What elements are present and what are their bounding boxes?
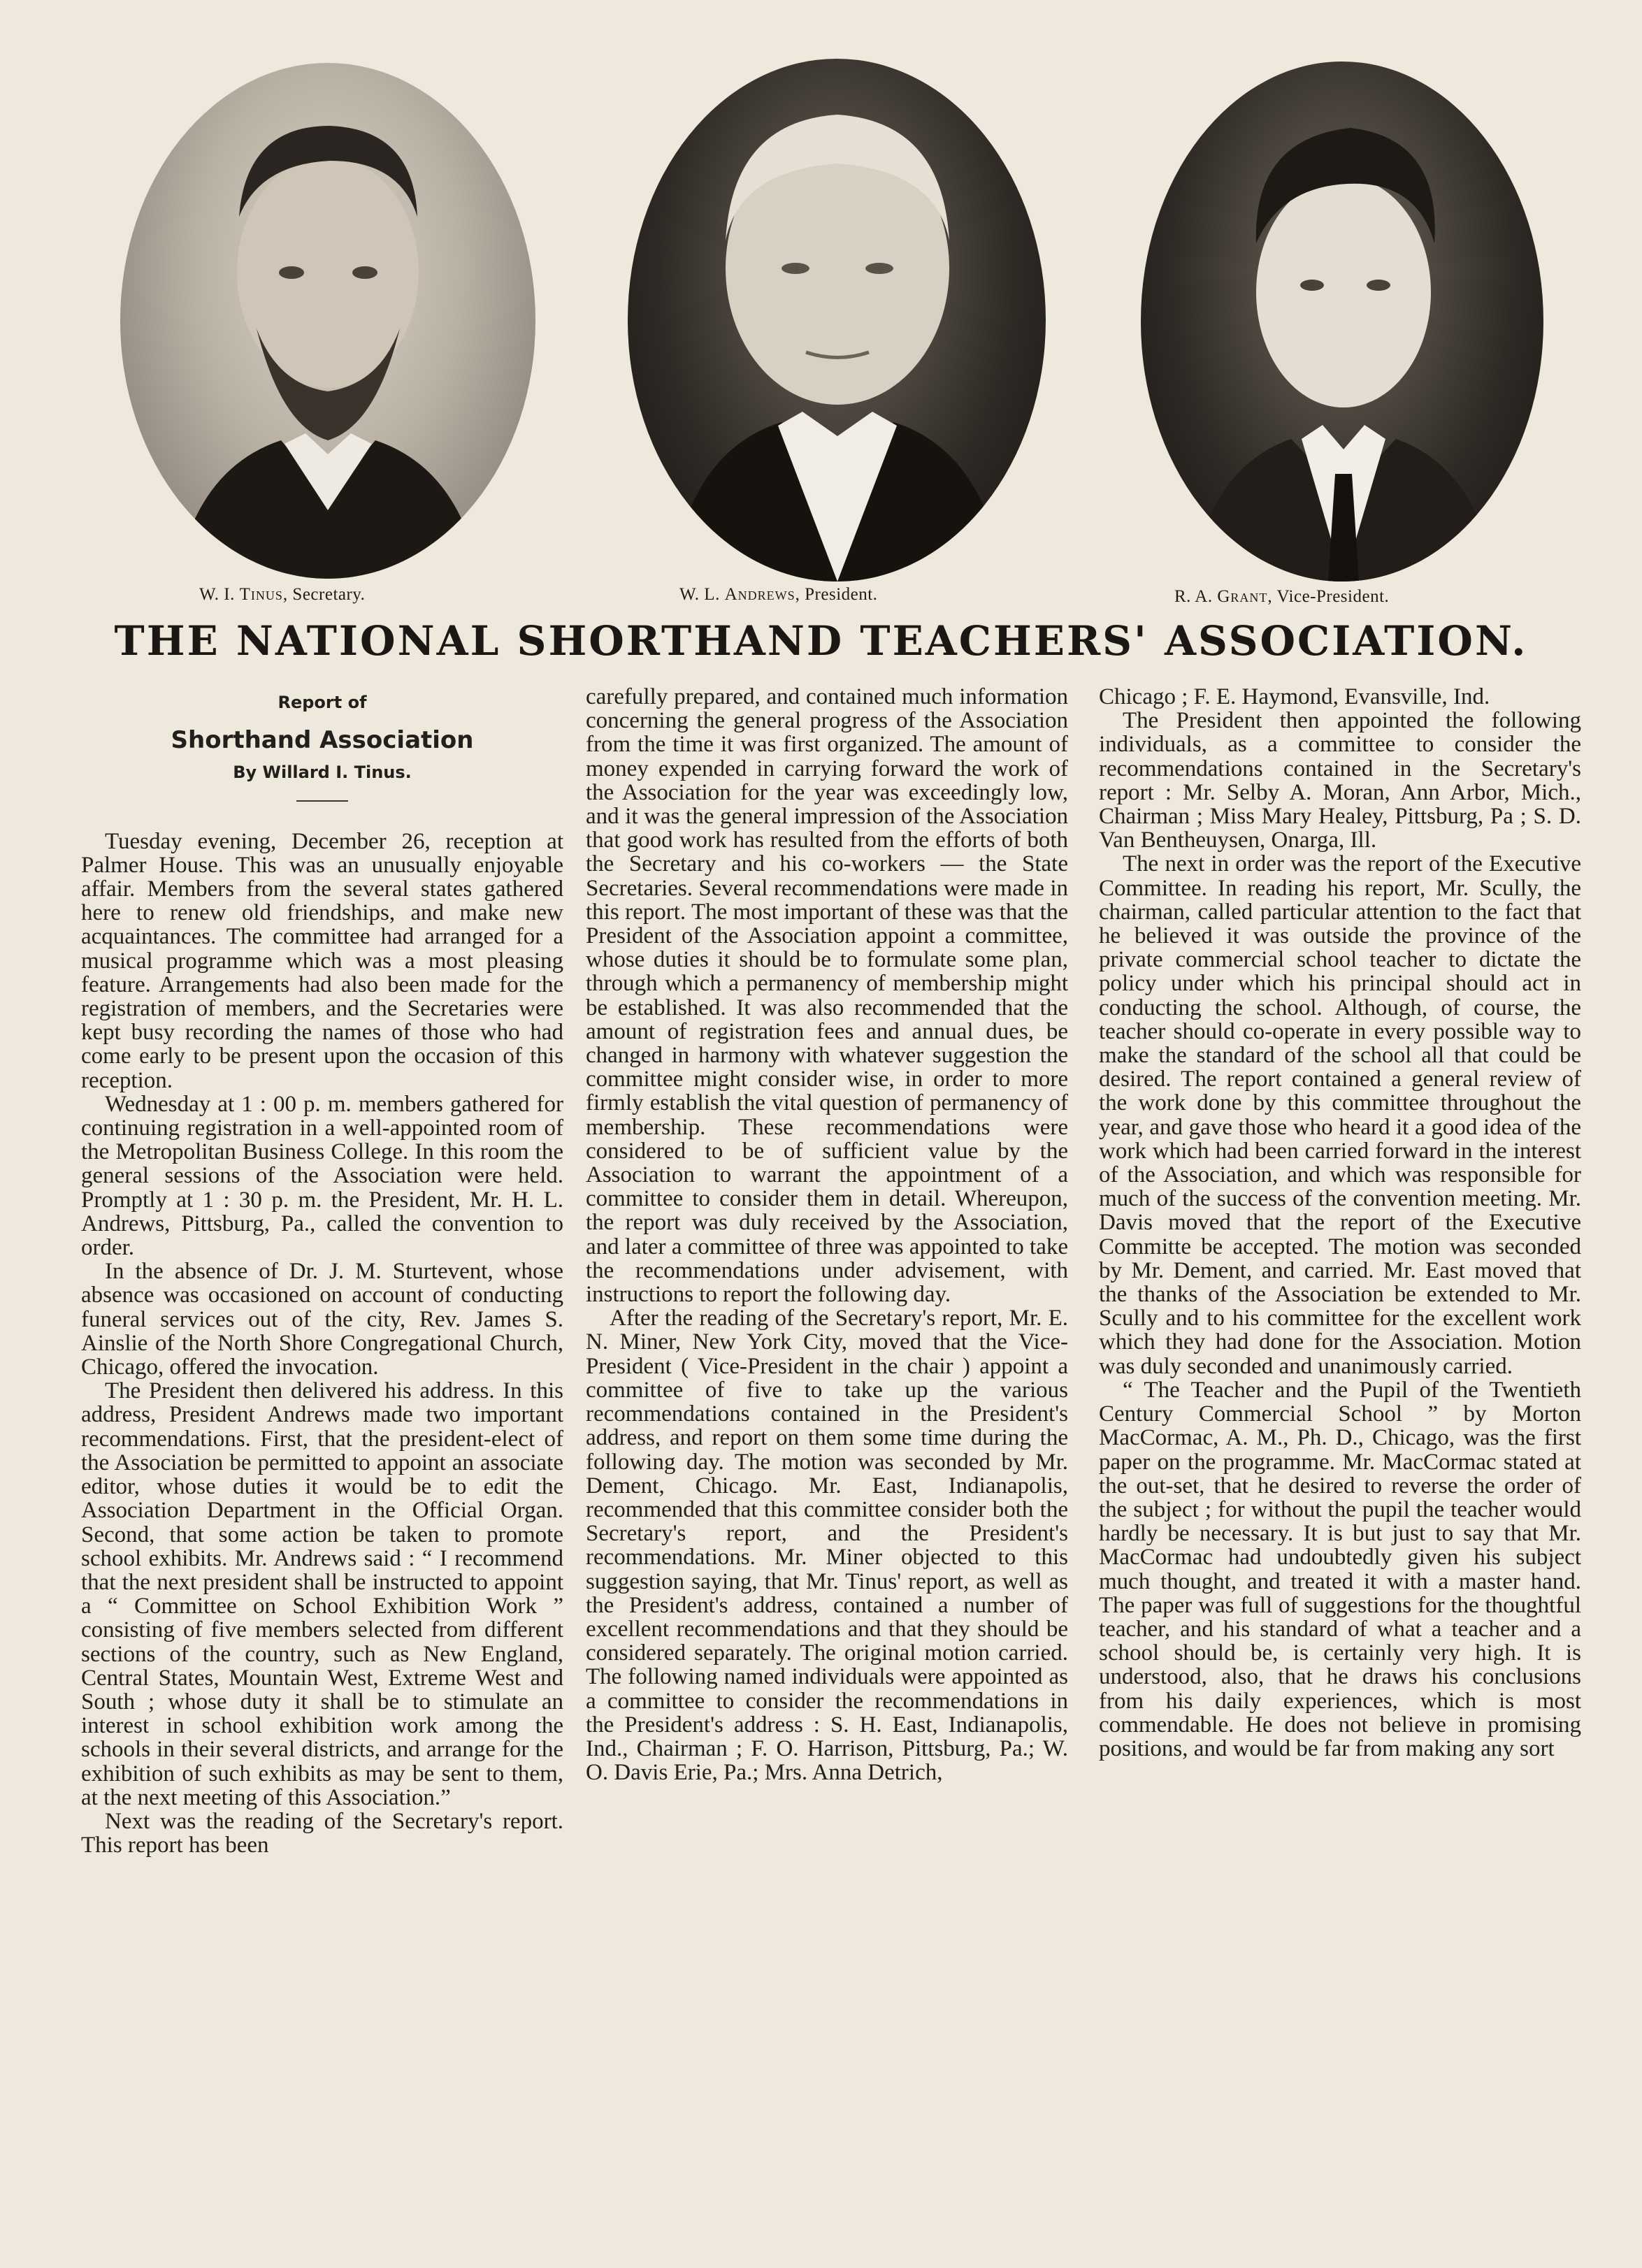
article-byline: By Willard I. Tinus. [233, 763, 412, 783]
paragraph: Next was the reading of the Secretary's report. This report has been [81, 1808, 563, 1858]
paragraph: The President then appointed the following individuals, as a committee to consider the recommendations contained in the Secretary's report : Mr. Selby A. Moran, Ann Arbor, Mich., Chairman ; Miss Mary Healey, Pittsburg, Pa ; S. D. Van Bentheuysen, Onarga, Ill. [1099, 708, 1581, 853]
caption-tinus [199, 585, 365, 605]
caption-grant-prefix: R. A. [1174, 587, 1218, 606]
paragraph: “ The Teacher and the Pupil of the Twentieth Century Commercial School ” by Morton MacCormac, A. M., Ph. D., Chicago, was the first paper on the programme. Mr. MacCormac stated at the out-set, that he desired to reverse the order of the subject ; for without the pupil the teacher would hardly be necessary. It is but just to say that Mr. MacCormac had undoubtedly given his subject much thought, and treated it with a master hand. The paper was full of suggestions for the thoughtful teacher, and his standard of what a teacher and a school should be, is certainly very high. It is understood, also, that he draws his conclusions from his daily experiences, which is most commendable. He does not believe in promising positions, and would be far from making any sort [1099, 1377, 1581, 1761]
paragraph: Tuesday evening, December 26, reception at Palmer House. This was an unusually enjoyable affair. Members from the several states gathered here to renew old friendships, and make new acquaintances. The committee had arranged for a musical programme which was a most pleasing feature. Arrangements had also been made for the registration of members, and the Secretaries were kept busy recording the names of those who had come early to be present upon the occasion of this reception. [81, 828, 563, 1093]
portrait-grant [1141, 62, 1543, 582]
caption-tinus-surname: Tinus [239, 585, 283, 604]
portrait-tinus [120, 63, 535, 579]
article-column-1 [81, 685, 563, 1857]
paragraph: carefully prepared, and contained much information concerning the general progress of the Association from the time it was first organized. The amount of money expended in carrying forward the work of the Association for the year was exceedingly low, and it was the general impression of the Association that good work has resulted from the efforts of both the Secretary and his co-workers — the State Secretaries. Several recommendations were made in this report. The most important of these was that the President of the Association appoint a committee, whose duties it should be to formulate some plan, through which a permanency of membership might be established. It was also recommended that the amount of registration fees and annual dues, be changed in harmony with whatever suggestion the committee might consider wise, in order to more firmly establish the vital question of permanency of membership. These recommendations were considered to be of sufficient value by the Association to warrant the appointment of a committee to consider them in detail. Whereupon, the report was duly received by the Association, and later a committee of three was appointed to take the recommendations under advisement, with instructions to report the following day. [586, 684, 1068, 1308]
portrait-andrews [628, 59, 1046, 582]
paragraph: Chicago ; F. E. Haymond, Evansville, Ind. [1099, 684, 1490, 709]
caption-grant-surname: Grant [1217, 587, 1268, 606]
caption-tinus-role: , Secretary. [282, 585, 366, 604]
caption-andrews-prefix: W. L. [679, 585, 725, 604]
paragraph: The President then delivered his address. In this address, President Andrews made two important recommendations. First, that the president-elect of the Association be permitted to appoint an associate editor, whose duties it would be to edit the Association Department in the Official Organ. Second, that some action be taken to promote school exhibits. Mr. Andrews said : “ I recommend that the next president shall be instructed to appoint a “ Committee on School Exhibition Work ” consisting of five members selected from different sections of the country, such as New England, Central States, Mountain West, Extreme West and South ; whose duty it shall be to stimulate an interest in school exhibition work among the schools in their several districts, and arrange for the exhibition of such exhibits as may be sent to them, at the next meeting of this Association.” [81, 1378, 563, 1810]
divider-rule [296, 800, 348, 802]
paragraph: The next in order was the report of the Executive Committee. In reading his report, Mr. Scully, the chairman, called particular attention to the fact that he believed it was outside the province of the private commercial school teacher to dictate the policy under which his principal should act in conducting the school. Although, of course, the teacher should co-operate in every possible way to make the standard of the school all that could be desired. The report contained a general review of the work done by this committee throughout the year, and gave those who heard it a good idea of the work which had been carried forward in the interest of the Association, and which was responsible for much of the success of the convention meeting. Mr. Davis moved that the report of the Executive Committe be accepted. The motion was seconded by Mr. Dement, and carried. Mr. East moved that the thanks of the Association be extended to Mr. Scully and to his committee for the excellent work which they had done for the Association. Motion was duly seconded and unanimously carried. [1099, 851, 1581, 1379]
caption-andrews [679, 585, 877, 605]
article-kicker: Report of [278, 693, 367, 712]
caption-andrews-surname: Andrews [724, 585, 795, 604]
article-column-2 [586, 685, 1068, 1784]
article-title: Shorthand Association [171, 726, 474, 755]
paragraph: Wednesday at 1 : 00 p. m. members gathered for continuing registration in a well-appointed room of the Metropolitan Business College. In this room the general sessions of the Association were held. Promptly at 1 : 30 p. m. the President, Mr. H. L. Andrews, Pittsburg, Pa., called the convention to order. [81, 1091, 563, 1261]
portrait-grant-image [1141, 62, 1543, 582]
portrait-tinus-image [120, 63, 535, 579]
caption-grant [1174, 587, 1389, 607]
article-column-3 [1099, 685, 1581, 1761]
caption-andrews-role: , President. [795, 585, 878, 604]
headline: THE NATIONAL SHORTHAND TEACHERS' ASSOCIATION. [114, 617, 1528, 665]
portrait-andrews-image [628, 59, 1046, 582]
paragraph: After the reading of the Secretary's report, Mr. E. N. Miner, New York City, moved that the Vice-President ( Vice-President in the chair ) appoint a committee of five to take up the various recommendations contained in the President's address, and report on them some time during the following day. The motion was seconded by Mr. Dement, Chicago. Mr. East, Indianapolis, recommended that this committee consider both the Secretary's report, and the President's recommendations. Mr. Miner objected to this suggestion saying, that Mr. Tinus' report, as well as the President's address, contained a number of excellent recommendations and that they should be considered separately. The original motion carried. The following named individuals were appointed as a committee to consider the recommendations in the President's address : S. H. East, Indianapolis, Ind., Chairman ; F. O. Harrison, Pittsburg, Pa.; W. O. Davis Erie, Pa.; Mrs. Anna Detrich, [586, 1306, 1068, 1786]
caption-grant-role: , Vice-President. [1267, 587, 1390, 606]
paragraph: In the absence of Dr. J. M. Sturtevent, whose absence was occasioned on account of conducting funeral services out of the city, Rev. James S. Ainslie of the North Shore Congregational Church, Chicago, offered the invocation. [81, 1259, 563, 1380]
caption-tinus-prefix: W. I. [199, 585, 240, 604]
